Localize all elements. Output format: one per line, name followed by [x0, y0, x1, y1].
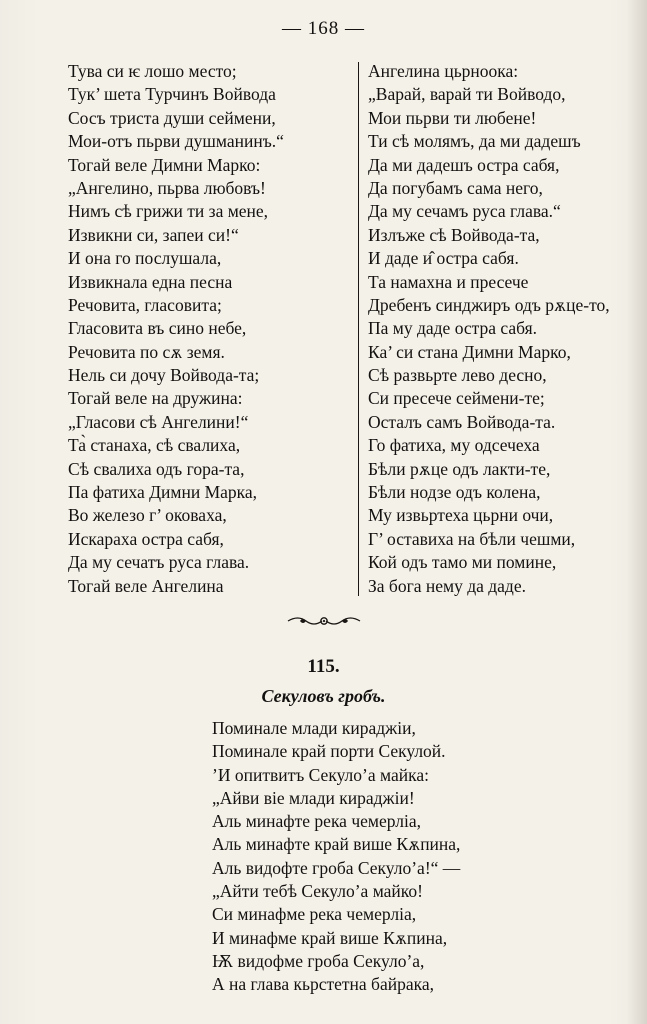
verse-line: Ти сѣ молямъ, да ми дадешъ: [368, 131, 581, 152]
verse-line: Во железо г’ оковаха,: [68, 505, 227, 526]
song-number: 115.: [307, 656, 340, 677]
verse-line: Мои пьрви ти любене!: [368, 107, 537, 128]
verse-line: Сѣ свалиха одъ гора-та,: [68, 458, 245, 479]
verse-line: И минафме край више Кѫпина,: [212, 927, 448, 948]
verse-line: Излъже сѣ Войвода-та,: [368, 224, 540, 245]
verse-line: Тува си ѥ лошо место;: [68, 61, 237, 81]
ornament-divider: [0, 612, 647, 634]
verse-line: Сѣ развьрте лево десно,: [368, 365, 547, 386]
verse-line: Искараха остра сабя,: [68, 528, 224, 549]
verse-line: „Айти тебѣ Секуло’а майко!: [212, 881, 423, 902]
verse-line: Да ми дадешъ остра сабя,: [368, 154, 560, 175]
verse-line: Сосъ триста души сеймени,: [68, 107, 276, 128]
verse-line: Тогай веле на дружина:: [68, 388, 243, 409]
verse-line: Го фатиха, му одсечеха: [368, 435, 540, 456]
verse-line: „Айви віе млади кираджіи!: [212, 787, 415, 808]
verse-line: Поминале млади кираджіи,: [212, 718, 416, 738]
verse-line: Си минафме река чемерліа,: [212, 904, 417, 925]
ornament-flourish-icon: [286, 612, 362, 630]
verse-line: Дребенъ синджиръ одъ рѫце-то,: [368, 294, 610, 315]
verse-line: Осталъ самъ Войвода-та.: [368, 411, 556, 432]
verse-line: Поминале край порти Секулой.: [212, 741, 446, 762]
verse-line: ’И опитвитъ Секуло’а майка:: [212, 764, 429, 785]
verse-line: Па фатиха Димни Марка,: [68, 482, 258, 503]
verse-line: Му извьртеха цьрни очи,: [368, 505, 554, 526]
verse-line: Речовита, гласовита;: [68, 294, 222, 315]
column-divider: [358, 62, 359, 596]
page-number: — 168 —: [282, 18, 365, 39]
verse-line: Да му сечатъ руса глава.: [68, 552, 250, 573]
verse-line: Г’ оставиха на бѣли чешми,: [368, 528, 576, 549]
verse-line: И она го послушала,: [68, 248, 222, 269]
verse-line: Мои-отъ пьрви душманинъ.“: [68, 131, 284, 152]
verse-line: Та намахна и пресече: [368, 271, 529, 292]
verse-line: Бѣли нодзе одъ колена,: [368, 482, 541, 503]
verse-line: Аль видофте гроба Секуло’а!“ —: [212, 857, 461, 878]
verse-line: Да му сечамъ руса глава.“: [368, 201, 561, 222]
verse-line: Речовита по сѫ земя.: [68, 341, 225, 362]
verse-line: Па му даде остра сабя.: [368, 318, 538, 339]
verse-line: Бѣли рѫце одъ лакти-те,: [368, 458, 551, 479]
verse-line: „Гласови сѣ Ангелини!“: [68, 411, 249, 432]
right-verse-column: [368, 60, 610, 598]
verse-line: „Варай, варай ти Войводо,: [368, 84, 566, 105]
song-verse-block: [212, 717, 460, 997]
verse-line: Нимъ сѣ грижи ти за мене,: [68, 201, 269, 222]
verse-line: Извикни си, запеи си!“: [68, 224, 239, 245]
verse-line: Кой одъ тамо ми помине,: [368, 552, 557, 573]
verse-line: А на глава кьрстетна байрака,: [212, 974, 434, 995]
verse-line: Та̀ станаха, сѣ свалиха,: [68, 435, 241, 456]
verse-line: Извикнала една песна: [68, 271, 233, 292]
verse-line: За бога нему да даде.: [368, 575, 526, 596]
verse-line: Аль минафте край више Кѫпина,: [212, 834, 461, 855]
song-title: Секуловъ гробъ.: [261, 686, 386, 706]
verse-line: Ка’ си стана Димни Марко,: [368, 341, 571, 362]
verse-line: Тук’ шета Турчинъ Войвода: [68, 84, 276, 105]
verse-line: Тогай веле Ангелина: [68, 575, 224, 596]
verse-line: Ангелина цьрноока:: [368, 61, 519, 81]
verse-line: Си пресече сеймени-те;: [368, 388, 545, 409]
verse-line: Тогай веле Димни Марко:: [68, 154, 261, 175]
verse-line: И даде и̂ остра сабя.: [368, 248, 519, 269]
verse-line: Нель си дочу Войвода-та;: [68, 365, 260, 386]
left-verse-column: [68, 60, 284, 598]
page-edge-shadow: [627, 0, 647, 1024]
verse-line: Гласовита въ сино небе,: [68, 318, 247, 339]
verse-line: Да погубамъ сама него,: [368, 177, 543, 198]
verse-line: „Ангелино, пьрва любовъ!: [68, 177, 266, 198]
verse-line: Ѭ видофме гроба Секуло’а,: [212, 950, 425, 971]
verse-line: Аль минафте река чемерліа,: [212, 811, 421, 832]
